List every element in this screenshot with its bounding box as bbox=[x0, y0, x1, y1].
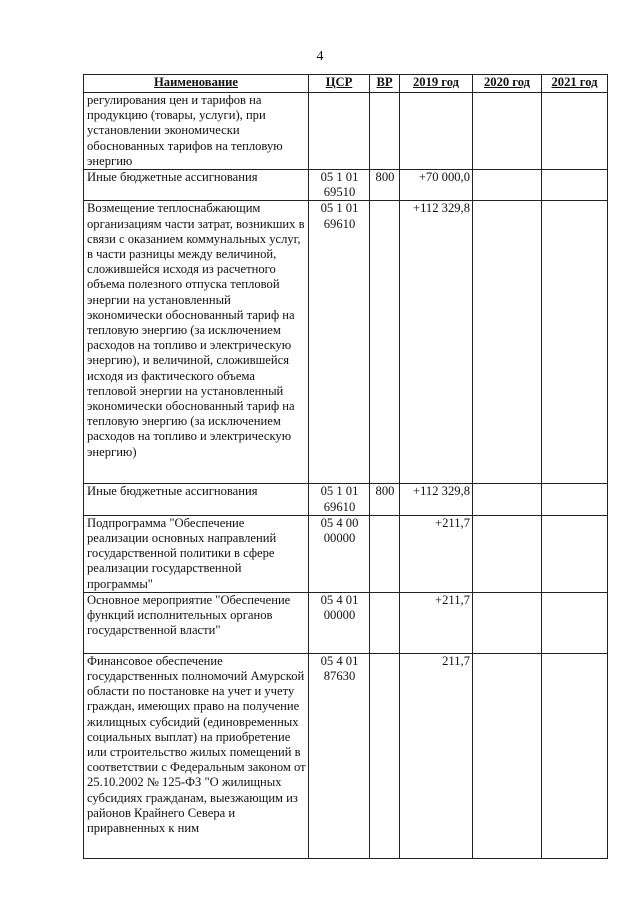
csr-code-part: 87630 bbox=[323, 669, 356, 684]
row-csr bbox=[309, 170, 370, 201]
header-2020: 2020 год bbox=[473, 75, 542, 93]
row-name: Основное мероприятие "Обеспечение функций исполнительных органов государственной власти" bbox=[84, 592, 309, 653]
row-2021 bbox=[542, 515, 608, 592]
row-2021 bbox=[542, 93, 608, 170]
header-2021: 2021 год bbox=[542, 75, 608, 93]
row-vr bbox=[370, 515, 400, 592]
header-name: Наименование bbox=[84, 75, 309, 93]
row-2020 bbox=[473, 170, 542, 201]
csr-code-part: 69510 bbox=[323, 185, 356, 200]
row-2019: 211,7 bbox=[400, 653, 473, 858]
table-row bbox=[84, 484, 608, 515]
row-csr bbox=[309, 515, 370, 592]
row-2019: +70 000,0 bbox=[400, 170, 473, 201]
row-vr bbox=[370, 592, 400, 653]
page-number: 4 bbox=[316, 49, 324, 64]
header-csr: ЦСР bbox=[309, 75, 370, 93]
row-2019: +112 329,8 bbox=[400, 201, 473, 484]
csr-code-part: 05 1 01 bbox=[320, 170, 359, 185]
row-2021 bbox=[542, 201, 608, 484]
row-vr bbox=[370, 201, 400, 484]
row-2020 bbox=[473, 515, 542, 592]
row-2019: +211,7 bbox=[400, 592, 473, 653]
row-name: Иные бюджетные ассигнования bbox=[84, 484, 309, 515]
csr-code-part: 05 4 00 bbox=[320, 515, 359, 530]
row-csr bbox=[309, 484, 370, 515]
csr-code-part: 05 1 01 bbox=[320, 201, 359, 216]
row-name: Иные бюджетные ассигнования bbox=[84, 170, 309, 201]
table-row bbox=[84, 515, 608, 592]
row-2020 bbox=[473, 653, 542, 858]
table-header-row bbox=[84, 75, 608, 93]
row-2021 bbox=[542, 484, 608, 515]
row-vr bbox=[370, 653, 400, 858]
row-2021 bbox=[542, 653, 608, 858]
row-2019 bbox=[400, 93, 473, 170]
csr-code-part: 00000 bbox=[323, 608, 356, 623]
row-2020 bbox=[473, 201, 542, 484]
row-2019: +211,7 bbox=[400, 515, 473, 592]
header-vr: ВР bbox=[370, 75, 400, 93]
csr-code-part: 69610 bbox=[323, 499, 356, 514]
row-name: Подпрограмма "Обеспечение реализации основных направлений государственной политики в сфере реализации государственной программы" bbox=[84, 515, 309, 592]
row-name: Возмещение теплоснабжающим организациям части затрат, возникших в связи с оказанием коммунальных услуг, в части разницы между величиной, сложившейся исходя из расчетного объема полезного отпуска тепловой энергии на установленный экономически обоснованный тариф на тепловую энергию (за исключением расходов на топливо и электрическую энергию), и величиной, сложившейся исходя из фактического объема тепловой энергии на установленный экономически обоснованный тариф на тепловую энергию (за исключением расходов на топливо и электрическую энергию) bbox=[84, 201, 309, 484]
csr-code-part: 05 1 01 bbox=[320, 484, 359, 499]
row-vr bbox=[370, 93, 400, 170]
table-row bbox=[84, 592, 608, 653]
row-2021 bbox=[542, 592, 608, 653]
row-2021 bbox=[542, 170, 608, 201]
budget-table bbox=[83, 74, 608, 859]
row-csr bbox=[309, 592, 370, 653]
csr-code-part: 05 4 01 bbox=[320, 653, 359, 668]
table-row bbox=[84, 93, 608, 170]
row-name: Финансовое обеспечение государственных полномочий Амурской области по постановке на учет и учету граждан, имеющих право на получение жилищных субсидий (единовременных социальных выплат) на приобретение или строительство жилых помещений в соответствии с Федеральным законом от 25.10.2002 № 125-ФЗ "О жилищных субсидиях гражданам, выезжающим из районов Крайнего Севера и приравненных к ним bbox=[84, 653, 309, 858]
table-row bbox=[84, 170, 608, 201]
row-vr: 800 bbox=[370, 170, 400, 201]
row-2020 bbox=[473, 592, 542, 653]
row-csr bbox=[309, 653, 370, 858]
row-vr: 800 bbox=[370, 484, 400, 515]
row-2020 bbox=[473, 484, 542, 515]
row-name: регулирования цен и тарифов на продукцию (товары, услуги), при установлении экономически обоснованных тарифов на тепловую энергию bbox=[84, 93, 309, 170]
row-csr bbox=[309, 93, 370, 170]
csr-code-part: 69610 bbox=[323, 216, 356, 231]
table-row bbox=[84, 201, 608, 484]
row-csr bbox=[309, 201, 370, 484]
csr-code-part: 05 4 01 bbox=[320, 592, 359, 607]
header-2019: 2019 год bbox=[400, 75, 473, 93]
table-row bbox=[84, 653, 608, 858]
row-2020 bbox=[473, 93, 542, 170]
csr-code-part: 00000 bbox=[323, 531, 356, 546]
row-2019: +112 329,8 bbox=[400, 484, 473, 515]
